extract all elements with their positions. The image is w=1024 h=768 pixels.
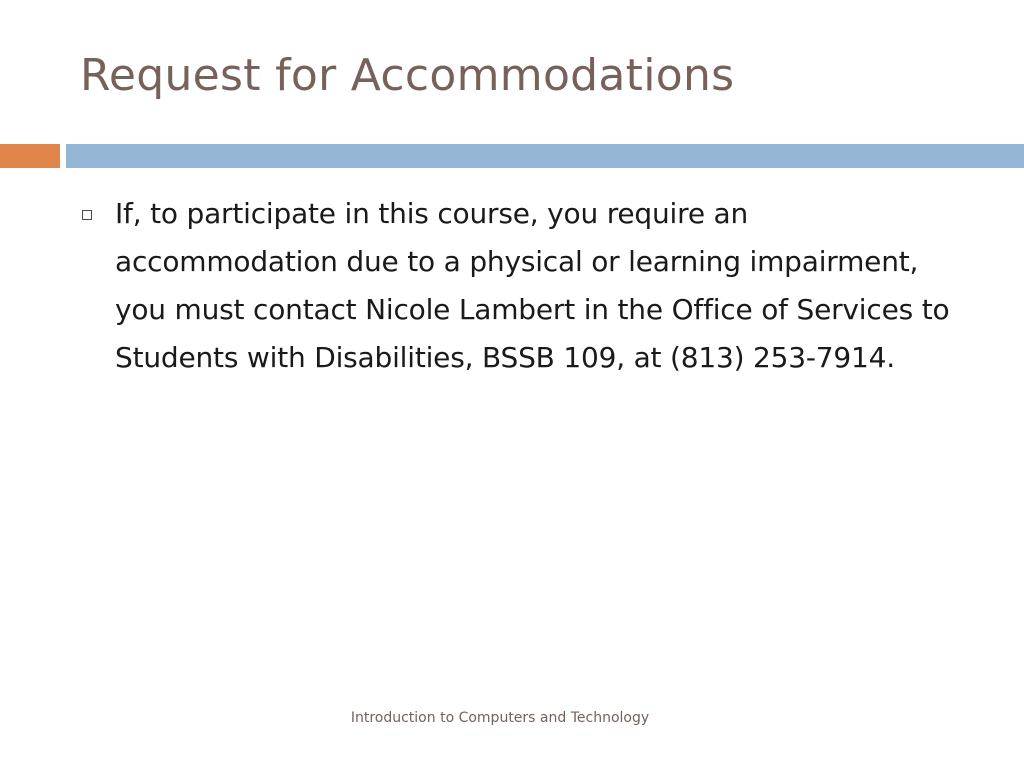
slide-title: Request for Accommodations bbox=[80, 50, 735, 101]
hollow-square-bullet-icon bbox=[82, 210, 92, 220]
slide-footer: Introduction to Computers and Technology bbox=[350, 710, 650, 726]
bullet-text: If, to participate in this course, you require an accommodation due to a physical or learning impairment, you must contact Nicole Lambert in the Office of Services to Students with Disabilities, BSSB 109, at (813) 253-7914. bbox=[115, 197, 950, 374]
bullet-item bbox=[82, 190, 982, 382]
accent-bar-blue bbox=[66, 144, 1024, 168]
slide-content bbox=[82, 190, 982, 382]
accent-bar-orange bbox=[0, 144, 60, 168]
